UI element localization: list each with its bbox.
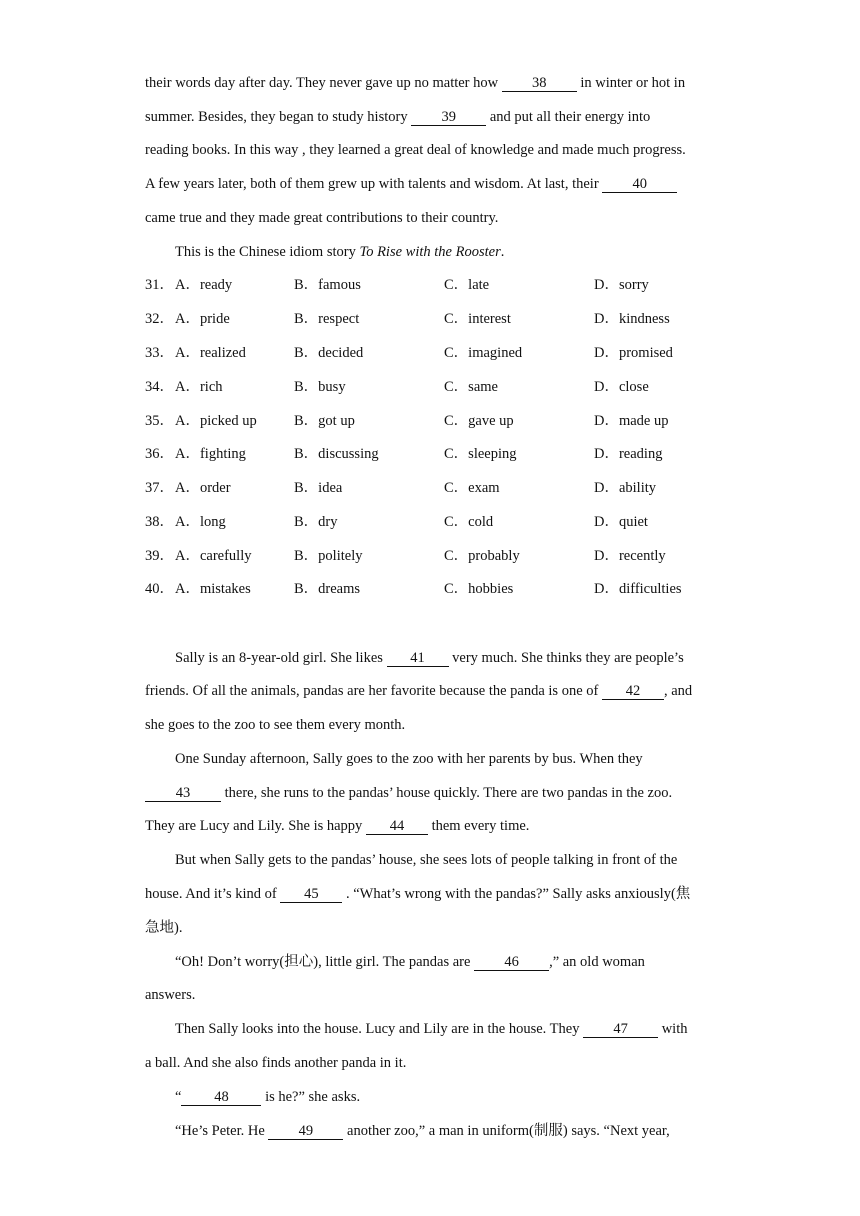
option-c[interactable]: C．imagined: [444, 345, 523, 361]
text: summer. Besides, they began to study history: [145, 109, 412, 125]
text: very much. She thinks they are people’s: [448, 650, 684, 666]
passage1-line-6: [175, 242, 504, 262]
text: another zoo,” a man in uniform(制服) says. “Next year,: [343, 1123, 670, 1139]
option-a[interactable]: A．order: [175, 480, 231, 496]
passage2-line-3: she goes to the zoo to see them every month.: [145, 717, 406, 733]
text: This is the Chinese idiom story: [175, 244, 360, 260]
option-a[interactable]: A．fighting: [175, 446, 246, 462]
blank-45[interactable]: 45: [280, 886, 342, 903]
text: their words day after day. They never gave up no matter how: [145, 75, 502, 91]
idiom-title: To Rise with the Rooster: [359, 244, 501, 260]
option-a[interactable]: A．pride: [175, 311, 230, 327]
passage2-line-4: One Sunday afternoon, Sally goes to the zoo with her parents by bus. When they: [175, 751, 643, 767]
passage2-line-8: [145, 884, 690, 904]
blank-42[interactable]: 42: [602, 683, 664, 700]
option-a[interactable]: A．picked up: [175, 413, 257, 429]
question-number: 31．: [145, 277, 174, 293]
option-b[interactable]: B．respect: [294, 311, 360, 327]
option-c[interactable]: C．exam: [444, 480, 500, 496]
option-b[interactable]: B．decided: [294, 345, 364, 361]
passage1-line-2: [145, 107, 650, 127]
option-b[interactable]: B．dry: [294, 514, 338, 530]
question-36: [145, 444, 715, 464]
text: “Oh! Don’t worry(担心), little girl. The pandas are: [175, 954, 475, 970]
option-d[interactable]: D．promised: [594, 345, 673, 361]
question-number: 35．: [145, 413, 174, 429]
passage1-line-3: reading books. In this way , they learned a great deal of knowledge and made much progress.: [145, 142, 686, 158]
blank-43[interactable]: 43: [145, 785, 221, 802]
text: A few years later, both of them grew up with talents and wisdom. At last, their: [145, 176, 603, 192]
option-d[interactable]: D．difficulties: [594, 581, 682, 597]
passage2-line-14: [175, 1087, 360, 1107]
blank-38[interactable]: 38: [502, 75, 577, 92]
option-a[interactable]: A．long: [175, 514, 226, 530]
passage2-line-5: [145, 783, 672, 803]
passage2-line-10: [175, 952, 645, 972]
passage2-line-6: [145, 816, 529, 836]
text: . “What’s wrong with the pandas?” Sally asks anxiously(焦: [342, 886, 691, 902]
blank-41[interactable]: 41: [387, 650, 449, 667]
option-d[interactable]: D．sorry: [594, 277, 649, 293]
text: “: [175, 1089, 182, 1105]
text: with: [658, 1021, 688, 1037]
question-33: [145, 343, 715, 363]
option-b[interactable]: B．famous: [294, 277, 361, 293]
question-number: 39．: [145, 548, 174, 564]
text: ,” an old woman: [549, 954, 645, 970]
option-a[interactable]: A．realized: [175, 345, 246, 361]
passage2-line-12: [175, 1019, 687, 1039]
text: in winter or hot in: [576, 75, 686, 91]
passage2-line-13: a ball. And she also finds another panda in it.: [145, 1055, 407, 1071]
option-c[interactable]: C．hobbies: [444, 581, 514, 597]
option-c[interactable]: C．sleeping: [444, 446, 517, 462]
passage2-line-15: [175, 1121, 670, 1141]
passage1-line-1: [145, 73, 685, 93]
text: Sally is an 8-year-old girl. She likes: [175, 650, 387, 666]
option-d[interactable]: D．made up: [594, 413, 669, 429]
option-d[interactable]: D．ability: [594, 480, 657, 496]
option-b[interactable]: B．idea: [294, 480, 343, 496]
question-number: 32．: [145, 311, 174, 327]
text: and put all their energy into: [486, 109, 651, 125]
option-d[interactable]: D．recently: [594, 548, 666, 564]
question-number: 38．: [145, 514, 174, 530]
option-a[interactable]: A．ready: [175, 277, 233, 293]
text: house. And it’s kind of: [145, 886, 281, 902]
passage2-line-11: answers.: [145, 987, 196, 1003]
option-c[interactable]: C．same: [444, 379, 498, 395]
option-b[interactable]: B．busy: [294, 379, 346, 395]
question-number: 36．: [145, 446, 174, 462]
text: “He’s Peter. He: [175, 1123, 269, 1139]
option-a[interactable]: A．carefully: [175, 548, 252, 564]
blank-47[interactable]: 47: [583, 1021, 658, 1038]
passage1-line-5: came true and they made great contributions to their country.: [145, 210, 499, 226]
option-d[interactable]: D．kindness: [594, 311, 670, 327]
option-c[interactable]: C．late: [444, 277, 490, 293]
blank-49[interactable]: 49: [268, 1123, 343, 1140]
passage2-line-1: [175, 648, 684, 668]
option-b[interactable]: B．discussing: [294, 446, 379, 462]
text: They are Lucy and Lily. She is happy: [145, 818, 366, 834]
blank-46[interactable]: 46: [474, 954, 549, 971]
option-b[interactable]: B．dreams: [294, 581, 361, 597]
question-40: [145, 579, 715, 599]
blank-48[interactable]: 48: [181, 1089, 261, 1106]
question-35: [145, 411, 715, 431]
passage2-line-9: 急地).: [145, 920, 183, 936]
option-c[interactable]: C．probably: [444, 548, 520, 564]
passage1-line-4: [145, 174, 677, 194]
text: .: [500, 244, 505, 260]
question-number: 37．: [145, 480, 174, 496]
option-b[interactable]: B．politely: [294, 548, 363, 564]
question-39: [145, 546, 715, 566]
text: , and: [663, 683, 693, 699]
option-c[interactable]: C．cold: [444, 514, 494, 530]
question-32: [145, 309, 715, 329]
question-number: 33．: [145, 345, 174, 361]
option-d[interactable]: D．close: [594, 379, 649, 395]
option-a[interactable]: A．mistakes: [175, 581, 251, 597]
option-d[interactable]: D．reading: [594, 446, 663, 462]
question-31: [145, 275, 715, 295]
question-number: 34．: [145, 379, 174, 395]
text: friends. Of all the animals, pandas are her favorite because the panda is one of: [145, 683, 602, 699]
option-a[interactable]: A．rich: [175, 379, 223, 395]
text: them every time.: [427, 818, 530, 834]
question-37: [145, 478, 715, 498]
question-number: 40．: [145, 581, 174, 597]
option-c[interactable]: C．gave up: [444, 413, 514, 429]
passage2-line-2: [145, 681, 692, 701]
text: there, she runs to the pandas’ house quickly. There are two pandas in the zoo.: [221, 785, 673, 801]
text: Then Sally looks into the house. Lucy and Lily are in the house. They: [175, 1021, 584, 1037]
blank-44[interactable]: 44: [366, 818, 428, 835]
blank-40[interactable]: 40: [602, 176, 677, 193]
question-34: [145, 377, 715, 397]
option-c[interactable]: C．interest: [444, 311, 511, 327]
text: is he?” she asks.: [261, 1089, 361, 1105]
blank-39[interactable]: 39: [411, 109, 486, 126]
option-b[interactable]: B．got up: [294, 413, 355, 429]
passage2-line-7: But when Sally gets to the pandas’ house, she sees lots of people talking in front of the: [175, 852, 678, 868]
option-d[interactable]: D．quiet: [594, 514, 648, 530]
question-38: [145, 512, 715, 532]
